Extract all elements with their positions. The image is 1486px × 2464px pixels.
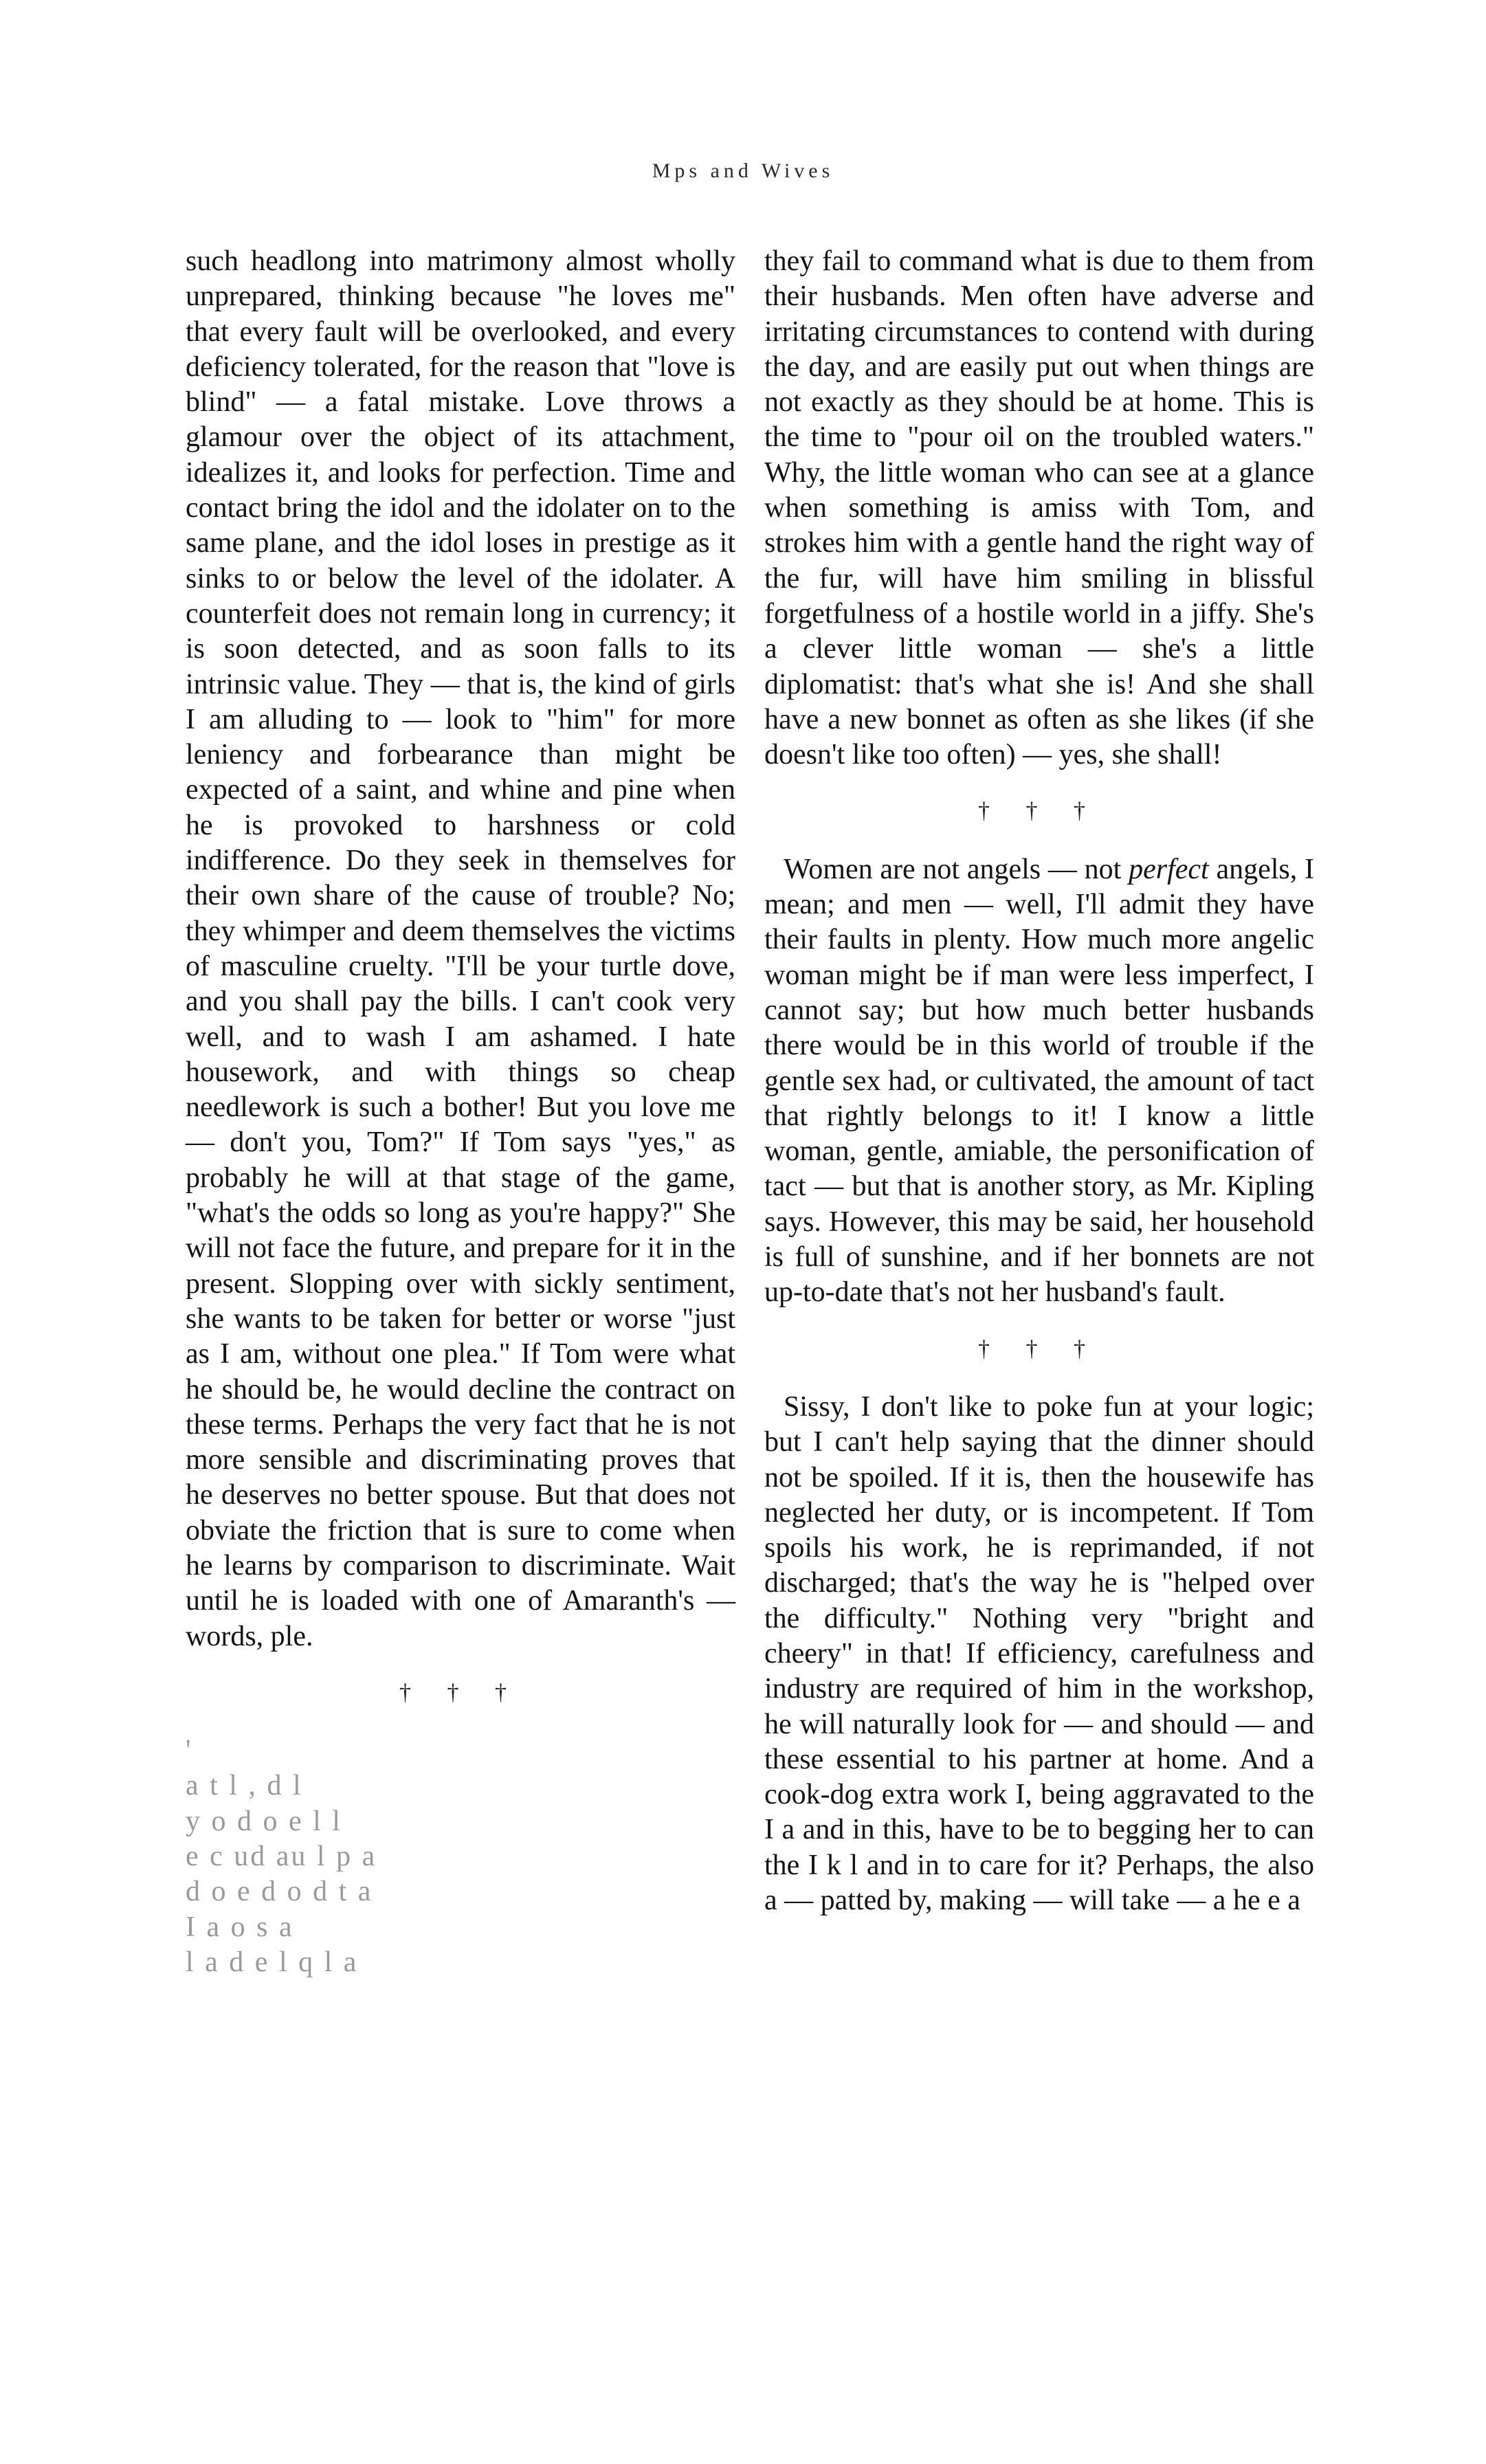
left-column — [186, 244, 735, 1980]
faded-line: a t l , d l — [186, 1770, 303, 1802]
faded-line: I a o s a — [186, 1911, 294, 1943]
faded-line: d o e d o d t a — [186, 1876, 373, 1908]
right-paragraph-3: Sissy, I don't like to poke fun at your logic; but I can't help saying that the dinner should not be spoiled. If it is, then the housewife has neglected her duty, or is incompetent. If Tom spoils his work, he is reprimanded, if not discharged; that's the way he is "helped over the difficulty." Nothing very "bright and cheery" in that! If efficiency, carefulness and industry are required of him in the workshop, he will naturally look for — and should — and these essential to his partner at home. And a cook-dog extra work I, being aggravated to the I a and in this, have to be to begging her to can the I k l and in to care for it? Perhaps, the also a — patted by, making — will take — a he e a — [764, 1390, 1314, 1917]
left-faded-lines — [186, 1733, 735, 1980]
faded-line: y o d o e l l — [186, 1805, 342, 1837]
faded-line: l a d e l q l a — [186, 1946, 359, 1978]
right-paragraph-2 — [764, 852, 1314, 1311]
paragraph-2-rest: angels, I mean; and men — well, I'll admit they have their faults in plenty. How much more angelic woman might be if man were less imperfect, I cannot say; but how much better husbands there would be in this world of trouble if the gentle sex had, or cultivated, the amount of tact that rightly belongs to it! I know a little woman, gentle, amiable, the personification of tact — but that is another story, as Mr. Kipling says. However, this may be said, her household is full of sunshine, and if her bonnets are not up-to-date that's not her husband's fault. — [764, 853, 1314, 1309]
right-section-separator-1: † † † — [978, 798, 1100, 824]
faded-line: ' — [186, 1735, 193, 1767]
paragraph-2-start: Women are not angels — not — [784, 853, 1129, 885]
faded-line: e c ud au l p a — [186, 1841, 377, 1873]
right-section-separator-2: † † † — [978, 1335, 1100, 1362]
right-paragraph-1: they fail to command what is due to them from their husbands. Men often have adverse and irritating circumstances to contend with during the day, and are easily put out when things are not exactly as they should be at home. This is the time to "pour oil on the troubled waters." Why, the little woman who can see at a glance when something is amiss with Tom, and strokes him with a gentle hand the right way of the fur, will have him smiling in blissful forgetfulness of a hostile world in a jiffy. She's a clever little woman — she's a little diplomatist: that's what she is! And she shall have a new bonnet as often as she likes (if she doesn't like too often) — yes, she shall! — [764, 245, 1314, 771]
running-head: Mps and Wives — [652, 159, 834, 182]
left-section-separator: † † † — [399, 1679, 522, 1705]
paragraph-2-emphasis: perfect — [1129, 853, 1209, 885]
left-paragraph-1: such headlong into matrimony almost wholly unprepared, thinking because "he loves me" that every fault will be overlooked, and every deficiency tolerated, for the reason that "love is blind" — a fatal mistake. Love throws a glamour over the object of its attachment, idealizes it, and looks for perfection. Time and contact bring the idol and the idolater on to the same plane, and the idol loses in prestige as it sinks to or below the level of the idolater. A counterfeit does not remain long in currency; it is soon detected, and as soon falls to its intrinsic value. They — that is, the kind of girls I am alluding to — look to "him" for more leniency and forbearance than might be expected of a saint, and whine and pine when he is provoked to harshness or cold indifference. Do they seek in themselves for their own share of the cause of trouble? No; they whimper and deem themselves the victims of masculine cruelty. "I'll be your turtle dove, and you shall pay the bills. I can't cook very well, and to wash I am ashamed. I hate housework, and with things so cheap needlework is such a bother! But you love me — don't you, Tom?" If Tom says "yes," as probably he will at that stage of the game, "what's the odds so long as you're happy?" She will not face the future, and prepare for it in the present. Slopping over with sickly sentiment, she wants to be taken for better or worse "just as I am, without one plea." If Tom were what he should be, he would decline the contract on these terms. Perhaps the very fact that he is not more sensible and discriminating proves that he deserves no better spouse. But that does not obviate the friction that is sure to come when he learns by comparison to discriminate. Wait until he is loaded with one of Amaranth's — words, ple. — [186, 245, 735, 1652]
right-column — [764, 244, 1314, 1918]
